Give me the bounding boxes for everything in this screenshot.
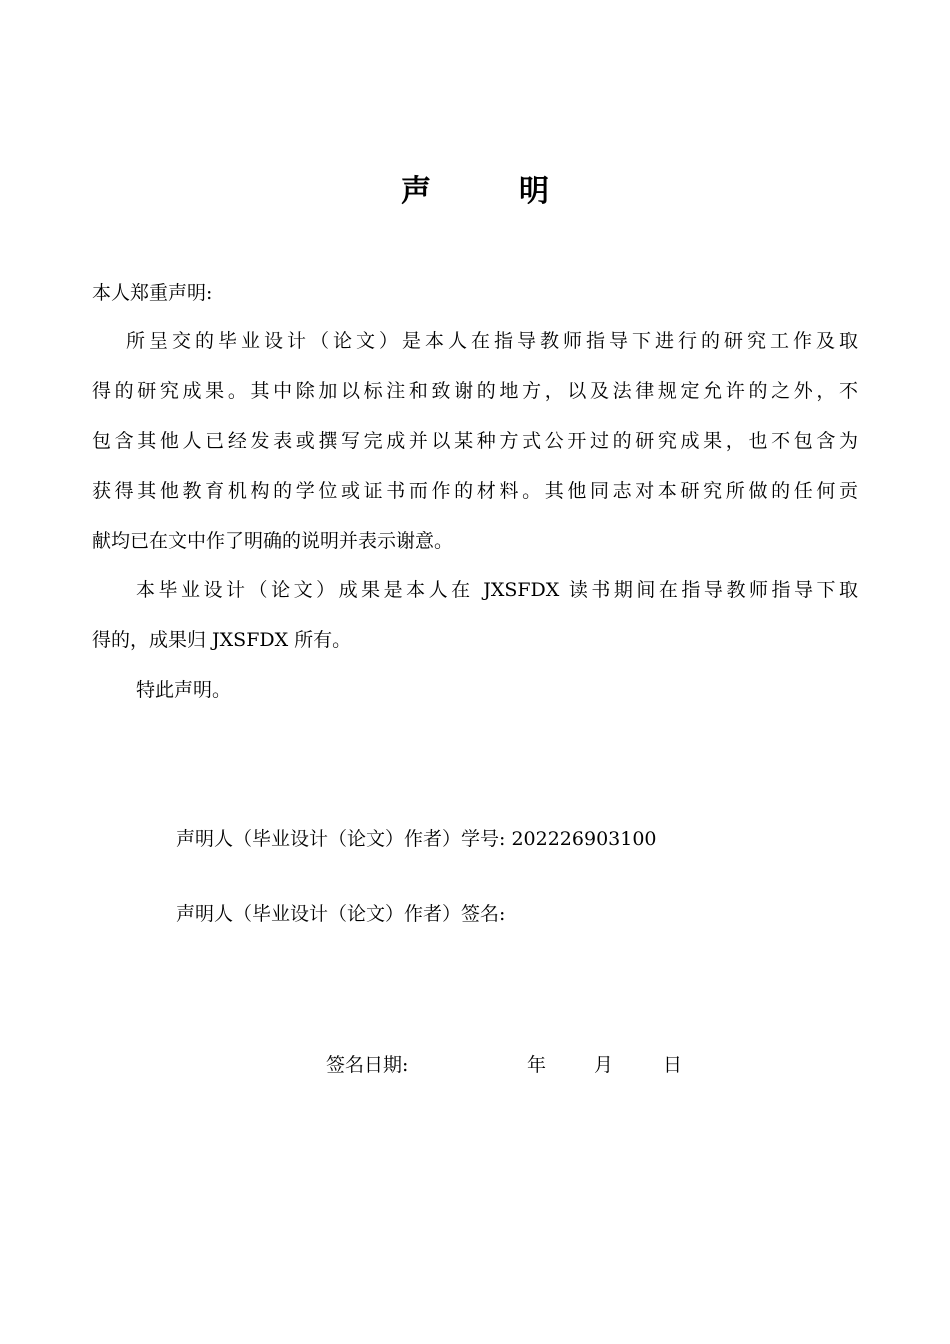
date-label: 签名日期: bbox=[326, 1054, 409, 1076]
title-char-2: 明 bbox=[519, 174, 549, 209]
paragraph-1-line-5: 献均已在文中作了明确的说明并表示谢意。 bbox=[92, 530, 454, 552]
paragraph-1-line-1: 所呈交的毕业设计（论文）是本人在指导教师指导下进行的研究工作及取 bbox=[126, 330, 858, 352]
signature-label: 声明人（毕业设计（论文）作者）签名: bbox=[176, 903, 506, 925]
student-id-row bbox=[176, 826, 657, 852]
title-char-1: 声 bbox=[401, 174, 431, 209]
signature-date-row bbox=[326, 1052, 683, 1078]
page-title bbox=[0, 166, 950, 210]
paragraph-1-line-2: 得的研究成果。其中除加以标注和致谢的地方，以及法律规定允许的之外，不 bbox=[92, 380, 858, 402]
date-year-label: 年 bbox=[527, 1054, 547, 1076]
closing-line: 特此声明。 bbox=[136, 679, 232, 701]
signature-row bbox=[176, 901, 505, 927]
paragraph-1-line-3: 包含其他人已经发表或撰写完成并以某种方式公开过的研究成果，也不包含为 bbox=[92, 430, 858, 452]
date-day-label: 日 bbox=[663, 1054, 683, 1076]
student-id-value: 202226903100 bbox=[511, 828, 657, 850]
student-id-label: 声明人（毕业设计（论文）作者）学号: bbox=[176, 828, 506, 850]
date-month-label: 月 bbox=[594, 1054, 614, 1076]
opening-line: 本人郑重声明: bbox=[92, 282, 213, 304]
paragraph-1-line-4: 获得其他教育机构的学位或证书而作的材料。其他同志对本研究所做的任何贡 bbox=[92, 480, 858, 502]
paragraph-2-line-2: 得的，成果归 JXSFDX 所有。 bbox=[92, 629, 352, 651]
paragraph-2-line-1: 本毕业设计（论文）成果是本人在 JXSFDX 读书期间在指导教师指导下取 bbox=[136, 579, 858, 601]
